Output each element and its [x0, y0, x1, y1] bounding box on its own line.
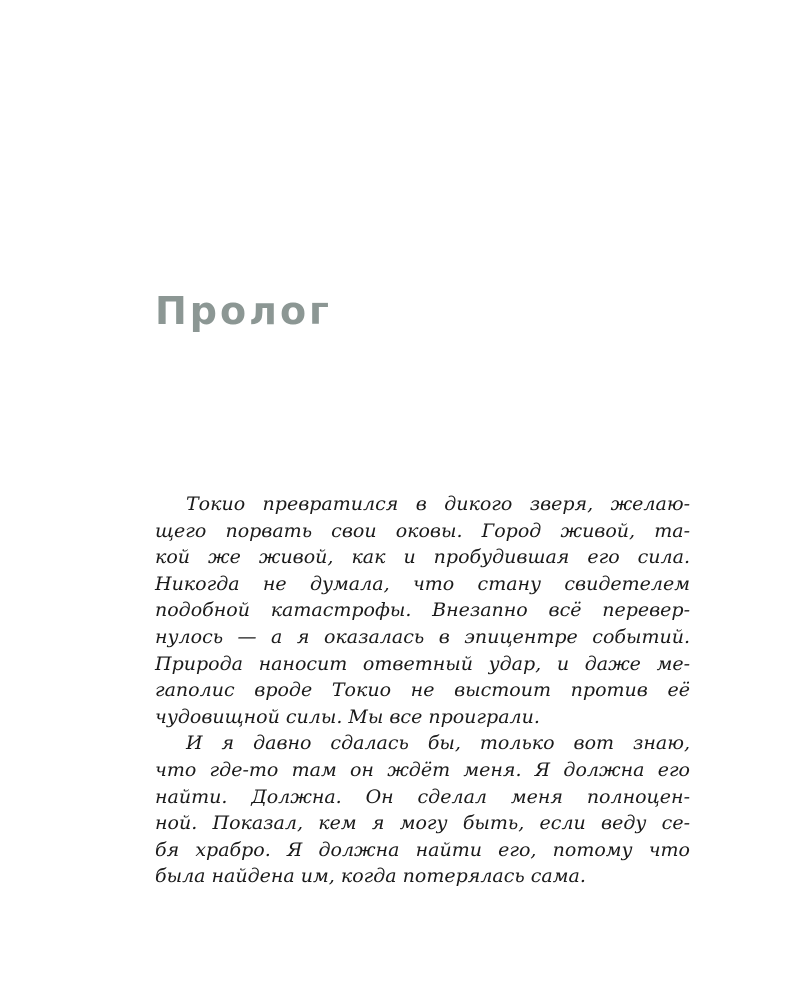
- text-line: бя храбро. Я должна найти его, потому что: [155, 838, 690, 861]
- text-line: Природа наносит ответный удар, и даже ме-: [155, 652, 690, 675]
- paragraph-2: [155, 730, 690, 890]
- text-line: щего порвать свои оковы. Город живой, та-: [155, 519, 690, 542]
- text-line: нулось — а я оказалась в эпицентре событий.: [155, 625, 690, 648]
- text-line: гаполис вроде Токио не выстоит против её: [155, 679, 690, 702]
- prologue-text: [155, 491, 690, 890]
- text-line: И я давно сдалась бы, только вот знаю,: [186, 732, 690, 755]
- text-line: была найдена им, когда потерялась сама.: [155, 865, 586, 888]
- paragraph-1: [155, 491, 690, 730]
- chapter-title: Пролог: [155, 289, 332, 333]
- text-line: чудовищной силы. Мы все проиграли.: [155, 705, 540, 728]
- text-line: Токио превратился в дикого зверя, желаю-: [186, 493, 690, 515]
- text-line: подобной катастрофы. Внезапно всё перевер-: [155, 599, 690, 622]
- text-line: найти. Должна. Он сделал меня полноцен-: [155, 785, 690, 808]
- text-line: Никогда не думала, что стану свидетелем: [155, 572, 690, 595]
- text-line: ной. Показал, кем я могу быть, если веду се-: [155, 812, 690, 835]
- text-line: что где-то там он ждёт меня. Я должна его: [155, 758, 690, 781]
- text-line: кой же живой, как и пробудившая его сила.: [155, 546, 690, 569]
